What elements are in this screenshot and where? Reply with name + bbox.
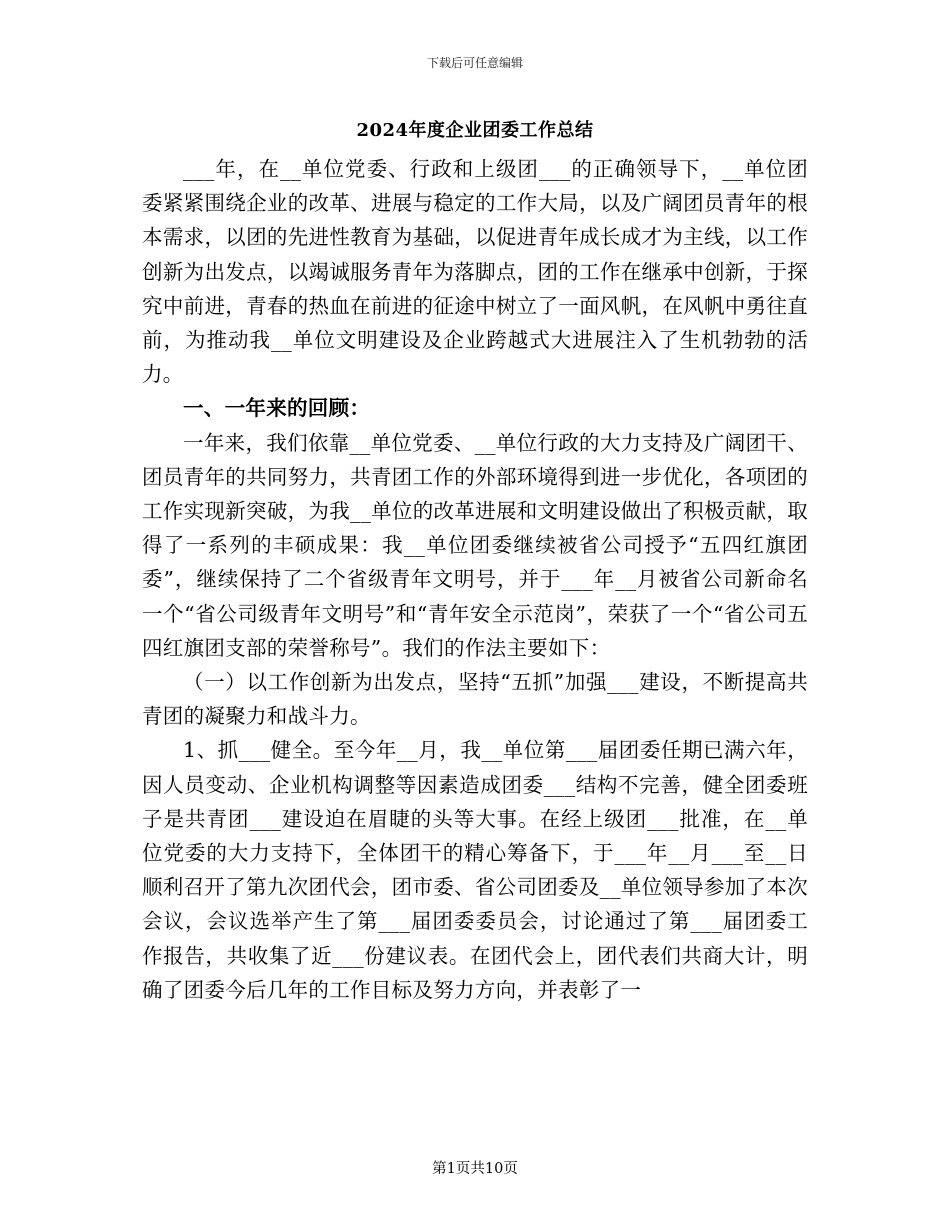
subsection-heading-one: （一）以工作创新为出发点，坚持“五抓”加强___建设，不断提高共青团的凝聚力和战斗力。 bbox=[142, 670, 808, 729]
document-body bbox=[142, 152, 808, 1007]
item-paragraph-one: 1、抓___健全。至今年__月，我__单位第___届团委任期已满六年，因人员变动、企业机构调整等因素造成团委___结构不完善，健全团委班子是共青团___建设迫在眉睫的头等大事。在经上级团___批准，在__单位党委的大力支持下，全体团干的精心筹备下，于___年__月___至__日顺利召开了第九次团代会，团市委、省公司团委及__单位领导参加了本次会议，会议选举产生了第___届团委委员会，讨论通过了第___届团委工作报告，共收集了近___份建议表。在团代会上，团代表们共商大计，明确了团委今后几年的工作目标及努力方向，并表彰了一 bbox=[142, 738, 808, 1002]
section-heading-review: 一、一年来的回顾： bbox=[183, 396, 371, 421]
intro-paragraph: ___年，在__单位党委、行政和上级团___的正确领导下，__单位团委紧紧围绕企业的改革、进展与稳定的工作大局，以及广阔团员青年的根本需求，以团的先进性教育为基础，以促进青年成长成才为主线，以工作创新为出发点，以竭诚服务青年为落脚点，团的工作在继承中创新，于探究中前进，青春的热血在前进的征途中树立了一面风帆，在风帆中勇往直前，为推动我__单位文明建设及企业跨越式大进展注入了生机勃勃的活力。 bbox=[142, 157, 808, 387]
page-footer: 第1页共10页 bbox=[432, 1161, 518, 1177]
review-paragraph: 一年来，我们依靠__单位党委、__单位行政的大力支持及广阔团干、团员青年的共同努力，共青团工作的外部环境得到进一步优化，各项团的工作实现新突破，为我__单位的改革进展和文明建设做出了积极贡献，取得了一系列的丰硕成果：我__单位团委继续被省公司授予“五四红旗团委”，继续保持了二个省级青年文明号，并于___年__月被省公司新命名一个“省公司级青年文明号”和“青年安全示范岗”，荣获了一个“省公司五四红旗团支部的荣誉称号”。我们的作法主要如下： bbox=[142, 430, 808, 660]
header-note: 下载后可任意编辑 bbox=[426, 56, 523, 70]
document-title: 2024年度企业团委工作总结 bbox=[356, 120, 594, 141]
